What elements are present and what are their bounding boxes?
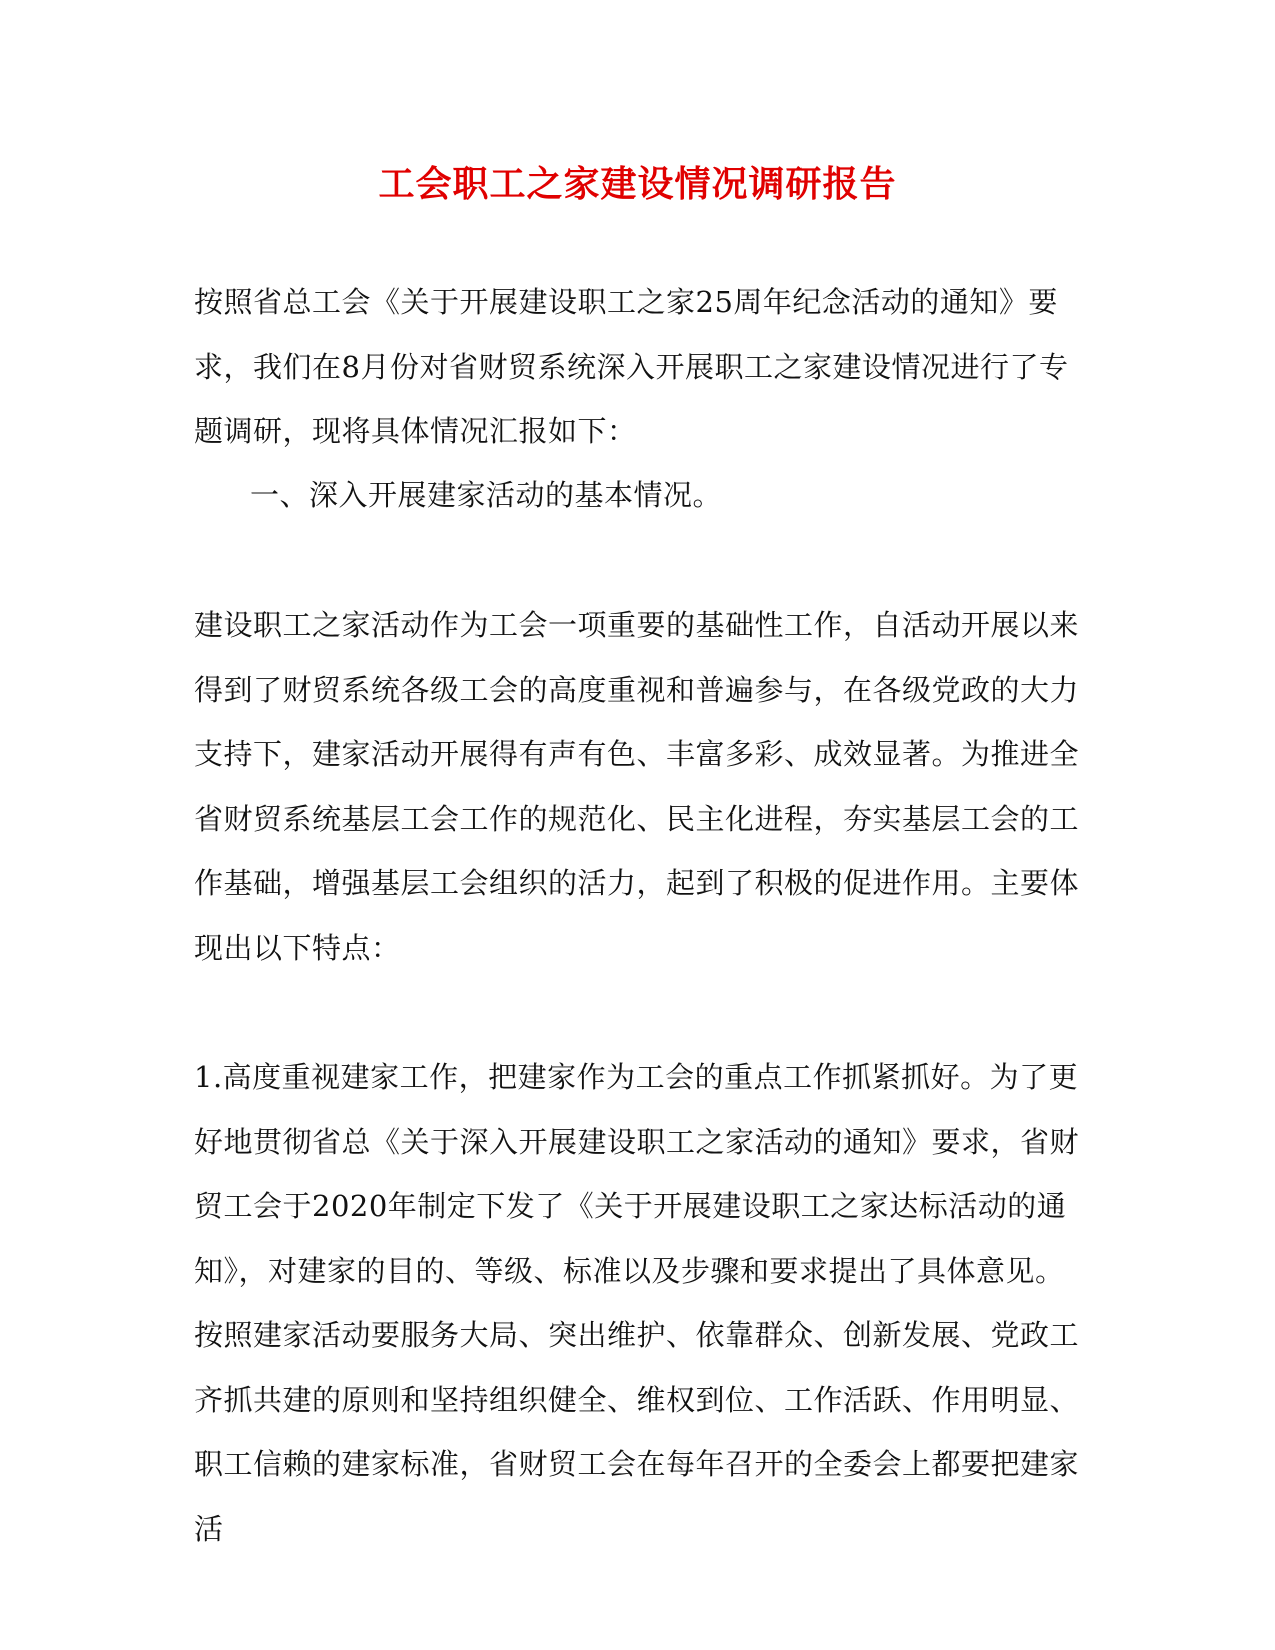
intro-paragraph: 按照省总工会《关于开展建设职工之家25周年纪念活动的通知》要求，我们在8月份对省财贸系统深入开展职工之家建设情况进行了专题调研，现将具体情况汇报如下： [194, 285, 1069, 448]
document-title: 工会职工之家建设情况调研报告 [378, 163, 897, 205]
section-heading: 一、深入开展建家活动的基本情况。 [250, 478, 723, 512]
overview-paragraph: 建设职工之家活动作为工会一项重要的基础性工作，自活动开展以来得到了财贸系统各级工会的高度重视和普遍参与，在各级党政的大力支持下，建家活动开展得有声有色、丰富多彩、成效显著。为推进全省财贸系统基层工会工作的规范化、民主化进程，夯实基层工会的工作基础，增强基层工会组织的活力，起到了积极的促进作用。主要体现出以下特点： [194, 608, 1080, 965]
point-one-paragraph: 1.高度重视建家工作，把建家作为工会的重点工作抓紧抓好。为了更好地贯彻省总《关于深入开展建设职工之家活动的通知》要求，省财贸工会于2020年制定下发了《关于开展建设职工之家达标活动的通知》，对建家的目的、等级、标准以及步骤和要求提出了具体意见。按照建家活动要服务大局、突出维护、依靠群众、创新发展、党政工齐抓共建的原则和坚持组织健全、维权到位、工作活跃、作用明显、职工信赖的建家标准，省财贸工会在每年召开的全委会上都要把建家活 [194, 1060, 1080, 1546]
